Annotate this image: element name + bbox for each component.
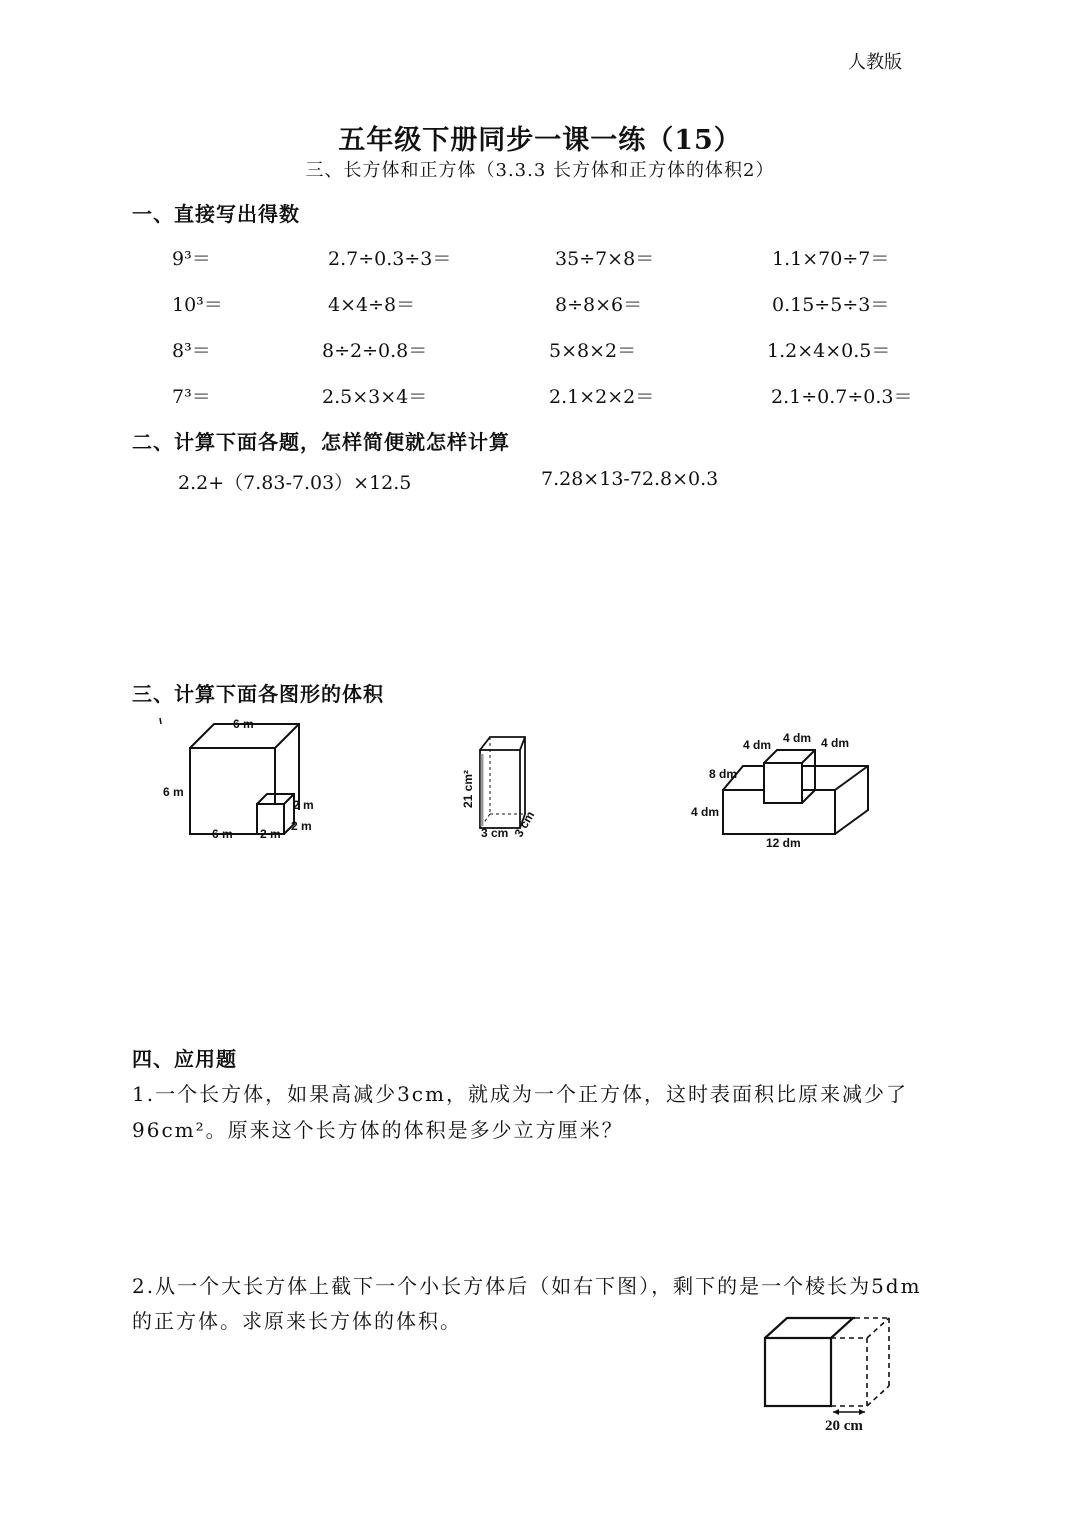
question1-line2: 96cm²。原来这个长方体的体积是多少立方厘米？ [132,1118,624,1142]
fig3-length-label: 12 dm [766,836,801,850]
section1-heading: 一、直接写出得数 [132,202,300,226]
page-title: 五年级下册同步一课一练（15） [338,125,742,156]
figure-stacked-cuboids [685,725,880,855]
fig3-lower-height-label: 4 dm [691,805,720,819]
edition-label: 人教版 [848,52,902,73]
calc-item: 2.7÷0.3÷3＝ [328,248,452,270]
calc-item: 8³＝ [172,340,211,362]
calc-item: 35÷7×8＝ [555,248,655,270]
calc-item: 5×8×2＝ [549,340,637,362]
fig1-small-right-label: 2 m [293,798,314,812]
calc-item: 1.2×4×0.5＝ [767,340,891,362]
figure-cube-with-small-cube [150,710,340,850]
fig1-top-label: 6 m [233,717,254,731]
calc-item: 2.5×3×4＝ [322,386,428,408]
fig3-top-left-label: 4 dm [743,738,772,752]
calc-item: 10³＝ [172,294,223,316]
fig3-top-right-label: 4 dm [821,736,850,750]
fig2-depth-label: 3 cm [511,808,538,840]
fig3-upper-height-label: 8 dm [709,767,738,781]
question2-line1: 2.从一个大长方体上截下一个小长方体后（如右下图），剩下的是一个棱长为5dm [132,1274,922,1298]
fig1-small-bottom-label: 2 m [260,827,281,841]
calc-item: 2.1÷0.7÷0.3＝ [771,386,913,408]
calc-item: 0.15÷5÷3＝ [772,294,890,316]
section2-heading: 二、计算下面各题，怎样简便就怎样计算 [132,430,510,454]
section3-heading: 三、计算下面各图形的体积 [132,682,384,706]
fig1-bottom-label: 6 m [212,827,233,841]
question1-line1: 1.一个长方体，如果高减少3cm，就成为一个正方体，这时表面积比原来减少了 [132,1082,908,1106]
page-subtitle: 三、长方体和正方体（3.3.3 长方体和正方体的体积2） [305,160,775,181]
calc-item: 7³＝ [172,386,211,408]
question2-line2: 的正方体。求原来长方体的体积。 [132,1309,462,1333]
fig2-area-label: 21 cm² [461,769,475,808]
calc-item: 1.1×70÷7＝ [772,248,890,270]
calc-item: 4×4÷8＝ [328,294,416,316]
section4-heading: 四、应用题 [132,1047,237,1071]
fig1-left-label: 6 m [163,785,184,799]
calc-item: 8÷8×6＝ [555,294,643,316]
calc-item: 8÷2÷0.8＝ [322,340,428,362]
calc-expression: 2.2+（7.83-7.03）×12.5 [178,472,412,494]
fig3-top-middle-label: 4 dm [783,731,812,745]
fig4-width-label: 20 cm [825,1418,863,1434]
calc-item: 9³＝ [172,248,211,270]
calc-item: 2.1×2×2＝ [549,386,655,408]
figure-tall-cuboid [455,730,550,845]
figure-cut-cuboid [755,1310,905,1440]
calc-expression: 7.28×13-72.8×0.3 [541,468,719,490]
fig1-small-side-label: 2 m [291,819,312,833]
fig2-bottom-label: 3 cm [481,826,509,840]
